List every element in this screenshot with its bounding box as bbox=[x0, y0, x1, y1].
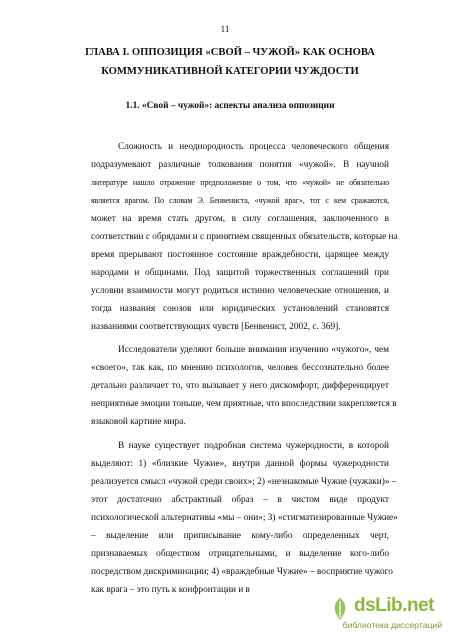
paragraph-1-line-4: является врагом. По словам Э. Бенвениста, «чужой враг», тот с кем сражаются, bbox=[91, 196, 389, 205]
paragraph-1-line-3: литературе нашло отражение предположение о том, что «чужой» не обязательно bbox=[91, 178, 389, 187]
paragraph-3-line-7: признаваемых обществом отрицательными, и выделение кого-либо bbox=[91, 549, 389, 559]
paragraph-3-line-3: реализуется смысл «чужой среди своих»; 2) «незнакомые Чужие (чужаки)» – bbox=[91, 477, 397, 487]
paragraph-1-line-9: условии взаимности могут родиться истинно человеческие отношения, и bbox=[91, 286, 389, 296]
paragraph-3-line-5: психологической альтернативы «мы – они»; 3) «стигматизированные Чужие» bbox=[91, 513, 398, 523]
paragraph-3-line-4: этот достаточно абстрактный образ – в чистом виде продукт bbox=[91, 495, 389, 505]
paragraph-1-line-7: время прерывают постоянное состояние враждебности, царящее между bbox=[91, 250, 389, 260]
paragraph-1-line-6: соответствии с обрядами и с принятием священных обязательств, которые на bbox=[91, 232, 398, 242]
paragraph-2-line-1: Исследователи уделяют больше внимания изучению «чужого», чем bbox=[118, 345, 389, 355]
chapter-title-line-2: КОММУНИКАТИВНОЙ КАТЕГОРИИ ЧУЖДОСТИ bbox=[101, 66, 359, 77]
chapter-title-line-1: ГЛАВА I. ОППОЗИЦИЯ «СВОЙ – ЧУЖОЙ» КАК ОСНОВА bbox=[85, 47, 375, 58]
paragraph-1-line-10: тогда названия союзов или юридических установлений становятся bbox=[91, 304, 389, 314]
paragraph-3-line-6: – выделение или приписывание кому-либо определенных черт, bbox=[91, 531, 389, 541]
paragraph-1-line-5: может на время стать другом, в силу соглашения, заключенного в bbox=[91, 214, 389, 224]
watermark-logo: dsLib.net bbox=[354, 595, 434, 616]
paragraph-2-line-5: языковой картине мира. bbox=[91, 417, 186, 427]
paragraph-1-line-8: народами и общинами. Под защитой торжественных соглашений при bbox=[91, 268, 389, 278]
paragraph-1-line-11: названиями соответствующих чувств [Бенвенист, 2002, с. 369]. bbox=[91, 322, 341, 332]
section-title: 1.1. «Свой – чужой»: аспекты анализа оппозиции bbox=[125, 101, 335, 111]
paragraph-3-line-8: посредством дискриминации; 4) «враждебные Чужие» – восприятие чужого bbox=[91, 567, 393, 577]
dslib-leaf-icon bbox=[330, 597, 350, 621]
page-number: 11 bbox=[220, 24, 230, 34]
paragraph-2-line-3: детально различает то, что вызывает у него дискомфорт, дифференцирует bbox=[91, 381, 389, 391]
paragraph-3-line-2: выделяют: 1) «близкие Чужие», внутри данной формы чужеродности bbox=[91, 459, 389, 469]
dslib-watermark bbox=[324, 595, 442, 635]
watermark-caption: библиотека диссертаций bbox=[342, 620, 442, 630]
paragraph-1-line-1: Сложность и неоднородность процесса человеческого общения bbox=[118, 142, 389, 152]
paragraph-3-line-9: как врага – это путь к конфронтации и в bbox=[91, 585, 250, 595]
paragraph-1-line-2: подразумевают различные толкования понятия «чужой». В научной bbox=[91, 160, 389, 170]
paragraph-3-line-1: В науке существует подробная система чужеродности, в которой bbox=[118, 441, 389, 451]
paragraph-2-line-4: неприятные эмоции тоньше, чем приятные, что впоследствии закрепляется в bbox=[91, 399, 397, 409]
paragraph-2-line-2: «своего», так как, по мнению психологов, человек бессознательно более bbox=[91, 363, 389, 373]
